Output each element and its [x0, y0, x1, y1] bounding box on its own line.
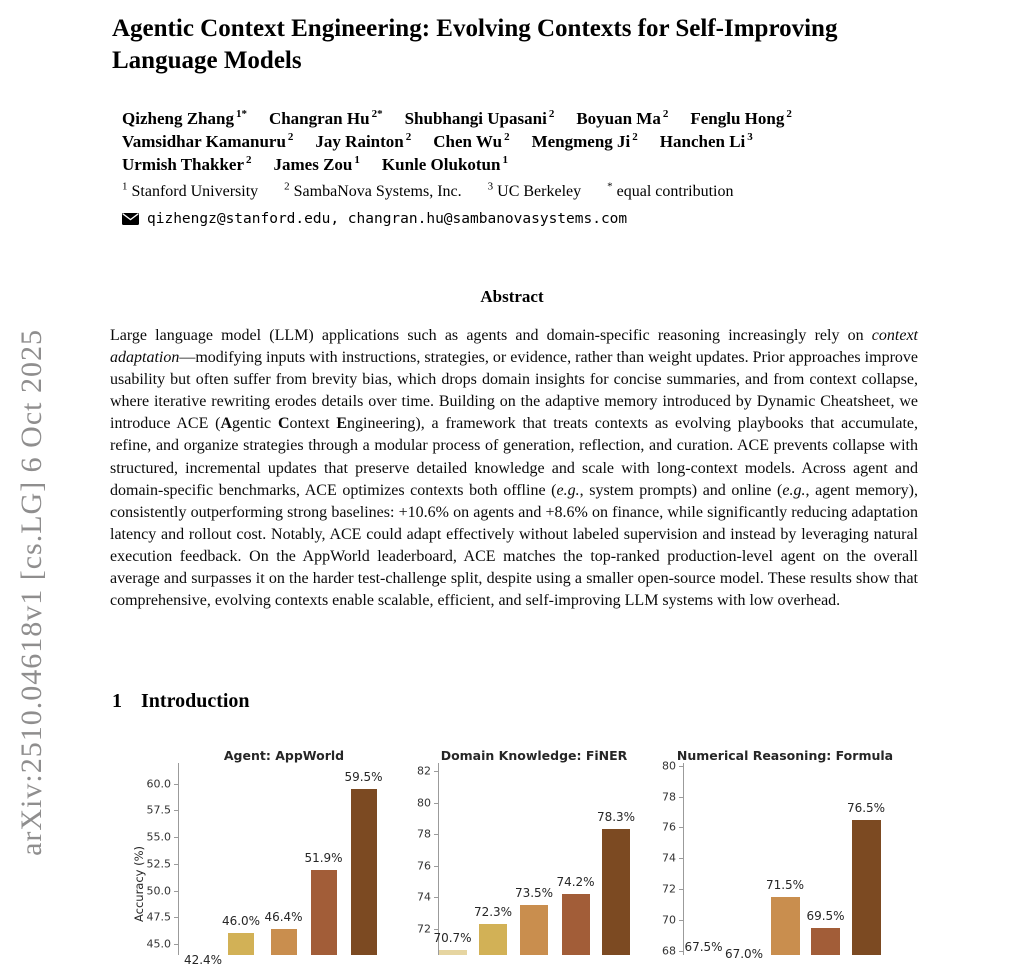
author: Boyuan Ma $^2$ [576, 108, 669, 128]
author: Vamsidhar Kamanuru $^2$ [122, 131, 294, 151]
bar [852, 820, 881, 955]
abstract-text-segment: e.g. [556, 481, 580, 499]
abstract-text-segment: , agent memory), consistently outperforming strong baselines: +10.6% on agents and +8.6% on finance, while significantly reducing adaptation latency and rollout cost. Notably, ACE could adapt effectively without labeled supervision and instead by leveraging natural execution feedback. On the AppWorld leaderboard, ACE matches the top-ranked production-level agent on the overall average and surpasses it on the harder test-challenge split, despite using a smaller open-source model. These results show that comprehensive, evolving contexts enable scalable, efficient, and self-improving LLM systems with low overhead. [110, 481, 919, 610]
bar [311, 870, 337, 955]
author: Mengmeng Ji $^2$ [531, 131, 638, 151]
bar-value-label: 71.5% [765, 877, 805, 892]
chart-y-axis-spine [178, 763, 179, 955]
paper-title-line2: Language Models [112, 47, 302, 74]
y-tick-mark [174, 917, 178, 918]
y-tick-mark [679, 858, 683, 859]
bar [602, 829, 630, 955]
bar-value-label: 59.5% [344, 769, 383, 784]
author: Kunle Olukotun $^1$ [381, 154, 508, 174]
abstract-text-segment: Large language model (LLM) applications such as agents and domain-specific reasoning increasingly rely on [110, 327, 872, 344]
y-tick-label: 60.0 [146, 777, 171, 790]
author-line [122, 153, 814, 176]
y-tick-label: 76 [662, 820, 676, 834]
y-tick-label: 74 [417, 890, 431, 904]
chart-y-axis-spine [438, 763, 439, 955]
affiliation: * equal contribution [607, 180, 734, 200]
bar-value-label: 72.3% [473, 905, 513, 920]
y-tick-mark [174, 837, 178, 838]
bar-value-label: 67.5% [684, 939, 723, 954]
bar [520, 905, 548, 955]
y-tick-label: 72 [662, 882, 676, 896]
y-tick-label: 52.5 [146, 857, 171, 871]
y-tick-label: 45.0 [146, 937, 171, 951]
bar [811, 928, 840, 955]
y-tick-label: 47.5 [146, 910, 171, 924]
y-tick-mark [679, 827, 683, 828]
chart-y-axis-spine [683, 763, 684, 955]
y-tick-label: 68 [662, 944, 676, 958]
y-tick-mark [174, 810, 178, 811]
paper-title-line1: Agentic Context Engineering: Evolving Contexts for Self-Improving [112, 15, 838, 42]
y-tick-label: 76 [417, 859, 431, 873]
arxiv-watermark [8, 288, 56, 896]
y-tick-label: 50.0 [146, 884, 171, 897]
y-tick-mark [679, 920, 683, 921]
bar [228, 933, 254, 955]
bar-value-label: 74.2% [556, 875, 595, 890]
bar [271, 929, 297, 955]
y-tick-mark [434, 897, 438, 898]
y-tick-mark [679, 889, 683, 890]
bar-value-label: 69.5% [806, 908, 845, 923]
email-addresses: qizhengz@stanford.edu, changran.hu@sambanovasystems.com [147, 211, 628, 227]
envelope-icon [122, 213, 139, 225]
y-tick-label: 74 [662, 851, 676, 865]
bar-value-label: 78.3% [596, 810, 636, 825]
y-tick-label: 78 [417, 827, 431, 841]
abstract-text-segment: E [336, 415, 347, 433]
abstract-text-segment: context adaptation [110, 327, 918, 367]
author: Qizheng Zhang $^{1*}$ [122, 108, 247, 128]
chart-y-axis-label: Accuracy (%) [132, 845, 146, 923]
author: Hanchen Li $^3$ [659, 131, 753, 151]
y-tick-mark [434, 771, 438, 772]
author: Changran Hu $^{2*}$ [268, 108, 383, 128]
affiliation: $^1$ Stanford University [122, 180, 259, 200]
bar [439, 950, 467, 955]
abstract-text-segment: A [220, 415, 233, 433]
paper-title [112, 13, 922, 77]
y-tick-label: 80 [662, 759, 676, 773]
affiliation-list [122, 180, 759, 201]
bar-value-label: 42.4% [183, 952, 223, 967]
y-tick-label: 80 [417, 796, 431, 810]
bar [479, 924, 507, 955]
author-line [122, 130, 814, 153]
author-line [122, 107, 814, 130]
abstract-text-segment: gentic [232, 415, 278, 433]
y-tick-mark [174, 864, 178, 865]
bar [562, 894, 590, 955]
abstract-text-segment: e.g. [782, 481, 806, 499]
author: Shubhangi Upasani $^2$ [404, 108, 555, 128]
bar-value-label: 67.0% [724, 947, 764, 962]
abstract-text-segment: —modifying inputs with instructions, strategies, or evidence, rather than weight updates. Prior approaches improve usability but often suffer from brevity bias, which drops domain insights for concise summaries, and from context collapse, where iterative rewriting erodes details over time. Building on the adaptive memory introduced by Dynamic Cheatsheet, we introduce ACE ( [110, 349, 918, 433]
y-tick-mark [679, 951, 683, 952]
chart-title: Agent: AppWorld [223, 748, 345, 763]
y-tick-mark [174, 891, 178, 892]
y-tick-mark [434, 834, 438, 835]
y-tick-mark [174, 784, 178, 785]
abstract-text-segment: C [277, 415, 290, 433]
abstract-heading: Abstract [480, 287, 544, 306]
affiliation: $^2$ SambaNova Systems, Inc. [284, 180, 462, 200]
y-tick-label: 55.0 [146, 830, 171, 844]
chart-title: Domain Knowledge: FiNER [440, 748, 628, 763]
author: Jay Rainton $^2$ [315, 131, 412, 151]
abstract-text-segment: , system prompts) and online ( [579, 481, 783, 499]
author: Chen Wu $^2$ [433, 131, 510, 151]
abstract-body [110, 325, 918, 612]
arxiv-watermark-text: arXiv:2510.04618v1 [cs.LG] 6 Oct 2025 [15, 328, 48, 856]
author-list [122, 107, 814, 176]
bar-value-label: 46.0% [221, 914, 261, 929]
y-tick-mark [174, 944, 178, 945]
section-number: 1 [112, 690, 122, 712]
y-tick-label: 57.5 [146, 803, 171, 817]
section-heading [112, 690, 250, 713]
y-tick-mark [679, 766, 683, 767]
bar-value-label: 73.5% [514, 886, 554, 901]
y-tick-label: 82 [417, 764, 431, 778]
author: Fenglu Hong $^2$ [690, 108, 792, 128]
y-tick-label: 72 [417, 922, 431, 936]
bar-value-label: 76.5% [846, 800, 886, 815]
author: James Zou $^1$ [273, 154, 360, 174]
y-tick-label: 78 [662, 790, 676, 804]
email-line [122, 211, 627, 227]
y-tick-mark [434, 803, 438, 804]
bar [771, 897, 800, 955]
abstract-text-segment: ontext [289, 415, 337, 433]
bar-value-label: 70.7% [433, 930, 472, 945]
affiliation: $^3$ UC Berkeley [487, 180, 582, 200]
section-title: Introduction [141, 690, 250, 712]
y-tick-mark [434, 866, 438, 867]
author: Urmish Thakker $^2$ [122, 154, 252, 174]
y-tick-label: 70 [662, 913, 676, 927]
bar-value-label: 46.4% [264, 910, 303, 925]
bar [351, 789, 377, 955]
abstract-text-segment: ngineering), a framework that treats contexts as evolving playbooks that accumulate, refine, and organize strategies through a modular process of generation, reflection, and curation. ACE prevents collapse with structured, incremental updates that preserve detailed knowledge and scale with long-context models. Across agent and domain-specific benchmarks, ACE optimizes contexts both offline ( [110, 415, 918, 499]
bar-value-label: 51.9% [304, 851, 343, 866]
y-tick-mark [679, 797, 683, 798]
chart-title: Numerical Reasoning: Formula [676, 748, 894, 763]
